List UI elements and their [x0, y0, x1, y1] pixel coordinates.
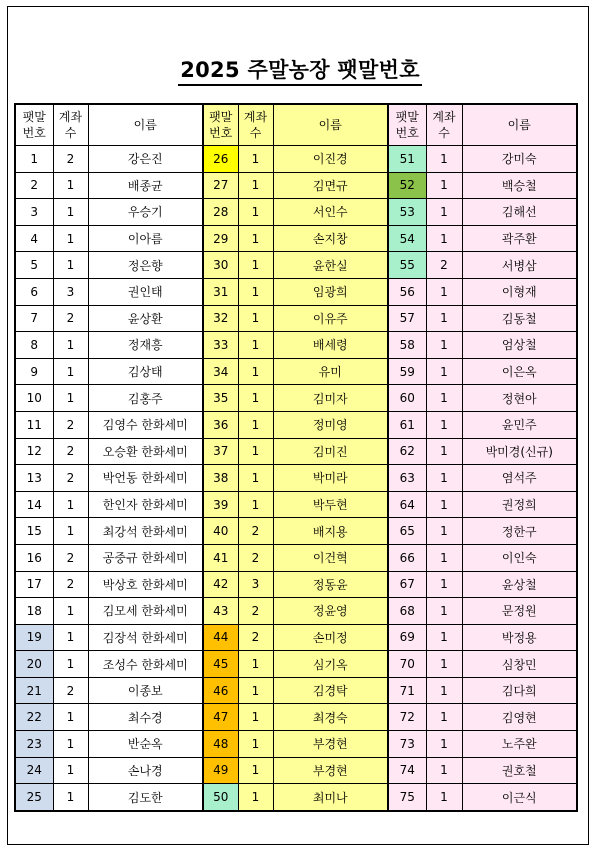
- plot-number-cell: 34: [203, 358, 238, 385]
- plot-number-cell: 39: [203, 491, 238, 518]
- name-cell: 곽주환: [462, 225, 577, 252]
- table-row: [15, 757, 577, 784]
- account-count-cell: 2: [53, 438, 88, 465]
- table-row: [15, 305, 577, 332]
- account-count-cell: 1: [53, 624, 88, 651]
- account-count-cell: 1: [426, 677, 462, 704]
- header-num-label: 번호: [22, 126, 46, 140]
- name-cell: 김장석 한화세미: [88, 624, 203, 651]
- table-row: [15, 199, 577, 226]
- account-count-cell: 1: [426, 411, 462, 438]
- title-text: 2025 주말농장 팻말번호: [178, 57, 422, 86]
- name-cell: 김홍주: [88, 385, 203, 412]
- plot-number-cell: 11: [15, 411, 53, 438]
- name-cell: 유미: [273, 358, 388, 385]
- account-count-cell: 1: [238, 491, 273, 518]
- name-cell: 김상태: [88, 358, 203, 385]
- plot-number-cell: 37: [203, 438, 238, 465]
- name-cell: 윤상철: [462, 571, 577, 598]
- table-row: [15, 252, 577, 279]
- plot-number-cell: 36: [203, 411, 238, 438]
- account-count-cell: 1: [53, 332, 88, 359]
- name-cell: 강은진: [88, 146, 203, 173]
- account-count-cell: 2: [53, 146, 88, 173]
- plot-number-cell: 19: [15, 624, 53, 651]
- account-count-cell: 1: [238, 731, 273, 758]
- account-count-cell: 1: [53, 225, 88, 252]
- name-cell: 백승철: [462, 172, 577, 199]
- plot-number-cell: 62: [388, 438, 426, 465]
- account-count-cell: 1: [53, 784, 88, 811]
- plot-number-cell: 26: [203, 146, 238, 173]
- account-count-cell: 1: [426, 544, 462, 571]
- account-count-cell: 1: [426, 225, 462, 252]
- plot-number-cell: 75: [388, 784, 426, 811]
- name-cell: 오승환 한화세미: [88, 438, 203, 465]
- name-cell: 정재흥: [88, 332, 203, 359]
- name-cell: 윤한실: [273, 252, 388, 279]
- name-cell: 이은옥: [462, 358, 577, 385]
- account-count-cell: 1: [426, 704, 462, 731]
- account-count-cell: 1: [426, 305, 462, 332]
- account-count-cell: 1: [426, 757, 462, 784]
- plot-number-cell: 48: [203, 731, 238, 758]
- plot-number-cell: 50: [203, 784, 238, 811]
- account-count-cell: 1: [238, 358, 273, 385]
- header-name-3: 이름: [462, 104, 577, 146]
- name-cell: 박상호 한화세미: [88, 571, 203, 598]
- name-cell: 김도한: [88, 784, 203, 811]
- plot-number-table: [14, 103, 578, 812]
- plot-number-cell: 16: [15, 544, 53, 571]
- plot-number-cell: 2: [15, 172, 53, 199]
- account-count-cell: 1: [426, 518, 462, 545]
- header-name-1: 이름: [88, 104, 203, 146]
- plot-number-cell: 68: [388, 598, 426, 625]
- header-num-label: 번호: [209, 126, 233, 140]
- account-count-cell: 1: [238, 411, 273, 438]
- header-acct-label: 수: [438, 126, 450, 140]
- header-num-3: [388, 104, 426, 146]
- name-cell: 정동윤: [273, 571, 388, 598]
- table-row: [15, 465, 577, 492]
- plot-number-cell: 6: [15, 278, 53, 305]
- account-count-cell: 2: [238, 624, 273, 651]
- account-count-cell: 1: [426, 385, 462, 412]
- name-cell: 김모세 한화세미: [88, 598, 203, 625]
- account-count-cell: 1: [238, 465, 273, 492]
- account-count-cell: 2: [53, 305, 88, 332]
- account-count-cell: 1: [238, 784, 273, 811]
- account-count-cell: 1: [53, 199, 88, 226]
- header-num-1: [15, 104, 53, 146]
- name-cell: 정한구: [462, 518, 577, 545]
- name-cell: 노주완: [462, 731, 577, 758]
- table-row: [15, 677, 577, 704]
- name-cell: 배지용: [273, 518, 388, 545]
- plot-number-cell: 59: [388, 358, 426, 385]
- plot-number-cell: 29: [203, 225, 238, 252]
- plot-number-cell: 20: [15, 651, 53, 678]
- account-count-cell: 1: [53, 757, 88, 784]
- plot-number-cell: 27: [203, 172, 238, 199]
- plot-number-cell: 54: [388, 225, 426, 252]
- account-count-cell: 1: [53, 651, 88, 678]
- account-count-cell: 1: [426, 731, 462, 758]
- header-acct-3: [426, 104, 462, 146]
- plot-number-cell: 21: [15, 677, 53, 704]
- name-cell: 반순옥: [88, 731, 203, 758]
- account-count-cell: 1: [53, 598, 88, 625]
- table-row: [15, 624, 577, 651]
- plot-number-cell: 24: [15, 757, 53, 784]
- plot-number-cell: 30: [203, 252, 238, 279]
- table-row: [15, 146, 577, 173]
- header-num-label: 번호: [395, 126, 419, 140]
- account-count-cell: 1: [426, 624, 462, 651]
- name-cell: 권정희: [462, 491, 577, 518]
- name-cell: 김경탁: [273, 677, 388, 704]
- table-row: [15, 704, 577, 731]
- plot-number-cell: 72: [388, 704, 426, 731]
- table-row: [15, 278, 577, 305]
- header-name-2: 이름: [273, 104, 388, 146]
- account-count-cell: 1: [238, 385, 273, 412]
- name-cell: 박미라: [273, 465, 388, 492]
- name-cell: 부경현: [273, 731, 388, 758]
- plot-number-cell: 58: [388, 332, 426, 359]
- account-count-cell: 1: [426, 172, 462, 199]
- name-cell: 문정원: [462, 598, 577, 625]
- table-row: [15, 784, 577, 811]
- plot-number-cell: 56: [388, 278, 426, 305]
- account-count-cell: 1: [426, 438, 462, 465]
- plot-number-cell: 33: [203, 332, 238, 359]
- header-acct-label: 계좌: [243, 110, 268, 124]
- name-cell: 손지창: [273, 225, 388, 252]
- plot-number-cell: 45: [203, 651, 238, 678]
- name-cell: 김동철: [462, 305, 577, 332]
- plot-number-cell: 73: [388, 731, 426, 758]
- account-count-cell: 1: [53, 704, 88, 731]
- name-cell: 심기옥: [273, 651, 388, 678]
- account-count-cell: 1: [238, 651, 273, 678]
- plot-number-cell: 70: [388, 651, 426, 678]
- header-row: [15, 104, 577, 146]
- account-count-cell: 1: [238, 332, 273, 359]
- name-cell: 공중규 한화세미: [88, 544, 203, 571]
- account-count-cell: 3: [238, 571, 273, 598]
- account-count-cell: 1: [53, 358, 88, 385]
- name-cell: 김다희: [462, 677, 577, 704]
- name-cell: 염석주: [462, 465, 577, 492]
- header-num-2: [203, 104, 238, 146]
- account-count-cell: 1: [426, 358, 462, 385]
- name-cell: 최수경: [88, 704, 203, 731]
- name-cell: 이건혁: [273, 544, 388, 571]
- header-acct-label: 수: [249, 126, 262, 140]
- plot-number-cell: 35: [203, 385, 238, 412]
- account-count-cell: 2: [53, 544, 88, 571]
- account-count-cell: 1: [426, 332, 462, 359]
- plot-number-cell: 44: [203, 624, 238, 651]
- plot-number-cell: 42: [203, 571, 238, 598]
- plot-number-cell: 64: [388, 491, 426, 518]
- account-count-cell: 1: [53, 731, 88, 758]
- plot-number-cell: 14: [15, 491, 53, 518]
- account-count-cell: 2: [238, 518, 273, 545]
- plot-number-cell: 43: [203, 598, 238, 625]
- name-cell: 강미숙: [462, 146, 577, 173]
- name-cell: 손나경: [88, 757, 203, 784]
- table-row: [15, 332, 577, 359]
- document-title: [0, 57, 600, 86]
- table-row: [15, 358, 577, 385]
- plot-number-cell: 22: [15, 704, 53, 731]
- account-count-cell: 1: [238, 146, 273, 173]
- account-count-cell: 2: [53, 571, 88, 598]
- plot-number-cell: 23: [15, 731, 53, 758]
- plot-number-cell: 9: [15, 358, 53, 385]
- name-cell: 이종보: [88, 677, 203, 704]
- plot-number-cell: 57: [388, 305, 426, 332]
- name-cell: 정은향: [88, 252, 203, 279]
- plot-number-cell: 74: [388, 757, 426, 784]
- account-count-cell: 1: [238, 252, 273, 279]
- name-cell: 배종균: [88, 172, 203, 199]
- name-cell: 최경숙: [273, 704, 388, 731]
- name-cell: 윤상환: [88, 305, 203, 332]
- plot-number-cell: 4: [15, 225, 53, 252]
- plot-number-cell: 3: [15, 199, 53, 226]
- plot-number-cell: 66: [388, 544, 426, 571]
- name-cell: 박미경(신규): [462, 438, 577, 465]
- name-cell: 최미나: [273, 784, 388, 811]
- account-count-cell: 1: [238, 225, 273, 252]
- plot-number-cell: 38: [203, 465, 238, 492]
- header-acct-label: 수: [64, 126, 77, 140]
- table-row: [15, 491, 577, 518]
- header-acct-label: 계좌: [58, 110, 83, 124]
- account-count-cell: 1: [53, 491, 88, 518]
- plot-number-cell: 7: [15, 305, 53, 332]
- name-cell: 이인숙: [462, 544, 577, 571]
- name-cell: 서병삼: [462, 252, 577, 279]
- account-count-cell: 1: [426, 598, 462, 625]
- account-count-cell: 3: [53, 278, 88, 305]
- header-num-label: 팻말: [22, 110, 46, 124]
- name-cell: 엄상철: [462, 332, 577, 359]
- name-cell: 정미영: [273, 411, 388, 438]
- header-acct-1: [53, 104, 88, 146]
- account-count-cell: 1: [426, 651, 462, 678]
- name-cell: 최강석 한화세미: [88, 518, 203, 545]
- plot-number-cell: 53: [388, 199, 426, 226]
- name-cell: 우승기: [88, 199, 203, 226]
- plot-number-cell: 31: [203, 278, 238, 305]
- plot-number-cell: 12: [15, 438, 53, 465]
- plot-number-cell: 17: [15, 571, 53, 598]
- table-row: [15, 172, 577, 199]
- account-count-cell: 2: [53, 411, 88, 438]
- account-count-cell: 1: [238, 305, 273, 332]
- plot-number-cell: 32: [203, 305, 238, 332]
- name-cell: 정현아: [462, 385, 577, 412]
- name-cell: 김면규: [273, 172, 388, 199]
- table-row: [15, 651, 577, 678]
- name-cell: 박정용: [462, 624, 577, 651]
- plot-number-cell: 13: [15, 465, 53, 492]
- name-cell: 조성수 한화세미: [88, 651, 203, 678]
- name-cell: 서인수: [273, 199, 388, 226]
- table-row: [15, 225, 577, 252]
- plot-number-cell: 1: [15, 146, 53, 173]
- plot-number-cell: 52: [388, 172, 426, 199]
- account-count-cell: 1: [53, 172, 88, 199]
- plot-number-cell: 47: [203, 704, 238, 731]
- name-cell: 한인자 한화세미: [88, 491, 203, 518]
- account-count-cell: 2: [238, 598, 273, 625]
- name-cell: 윤민주: [462, 411, 577, 438]
- name-cell: 부경현: [273, 757, 388, 784]
- name-cell: 임광희: [273, 278, 388, 305]
- table-row: [15, 544, 577, 571]
- plot-number-cell: 40: [203, 518, 238, 545]
- account-count-cell: 1: [426, 199, 462, 226]
- table-row: [15, 518, 577, 545]
- plot-number-cell: 10: [15, 385, 53, 412]
- account-count-cell: 2: [238, 544, 273, 571]
- header-acct-2: [238, 104, 273, 146]
- name-cell: 박두현: [273, 491, 388, 518]
- name-cell: 이근식: [462, 784, 577, 811]
- name-cell: 이아름: [88, 225, 203, 252]
- account-count-cell: 1: [426, 278, 462, 305]
- account-count-cell: 1: [238, 172, 273, 199]
- name-cell: 권인태: [88, 278, 203, 305]
- name-cell: 심창민: [462, 651, 577, 678]
- name-cell: 권호철: [462, 757, 577, 784]
- name-cell: 이형재: [462, 278, 577, 305]
- plot-number-cell: 25: [15, 784, 53, 811]
- name-cell: 김영현: [462, 704, 577, 731]
- name-cell: 김영수 한화세미: [88, 411, 203, 438]
- account-count-cell: 1: [53, 385, 88, 412]
- name-cell: 손미정: [273, 624, 388, 651]
- plot-number-cell: 41: [203, 544, 238, 571]
- header-acct-label: 계좌: [432, 110, 456, 124]
- account-count-cell: 2: [53, 465, 88, 492]
- account-count-cell: 1: [426, 491, 462, 518]
- header-num-label: 팻말: [209, 110, 233, 124]
- name-cell: 김미자: [273, 385, 388, 412]
- plot-number-cell: 65: [388, 518, 426, 545]
- plot-number-cell: 60: [388, 385, 426, 412]
- plot-number-cell: 8: [15, 332, 53, 359]
- name-cell: 김미진: [273, 438, 388, 465]
- account-count-cell: 1: [238, 278, 273, 305]
- account-count-cell: 1: [238, 704, 273, 731]
- account-count-cell: 2: [53, 677, 88, 704]
- name-cell: 김해선: [462, 199, 577, 226]
- plot-number-cell: 63: [388, 465, 426, 492]
- plot-number-cell: 18: [15, 598, 53, 625]
- account-count-cell: 1: [53, 252, 88, 279]
- plot-number-cell: 67: [388, 571, 426, 598]
- name-cell: 정윤영: [273, 598, 388, 625]
- name-cell: 배세령: [273, 332, 388, 359]
- name-cell: 박언동 한화세미: [88, 465, 203, 492]
- plot-number-cell: 69: [388, 624, 426, 651]
- account-count-cell: 1: [426, 465, 462, 492]
- plot-number-cell: 49: [203, 757, 238, 784]
- account-count-cell: 1: [53, 518, 88, 545]
- account-count-cell: 1: [238, 677, 273, 704]
- table-row: [15, 438, 577, 465]
- plot-number-cell: 15: [15, 518, 53, 545]
- plot-number-cell: 61: [388, 411, 426, 438]
- account-count-cell: 1: [238, 199, 273, 226]
- account-count-cell: 1: [426, 146, 462, 173]
- table-row: [15, 385, 577, 412]
- account-count-cell: 1: [426, 784, 462, 811]
- account-count-cell: 1: [426, 571, 462, 598]
- table-row: [15, 731, 577, 758]
- account-count-cell: 2: [426, 252, 462, 279]
- plot-number-cell: 71: [388, 677, 426, 704]
- table-row: [15, 411, 577, 438]
- table-row: [15, 571, 577, 598]
- account-count-cell: 1: [238, 757, 273, 784]
- plot-number-cell: 51: [388, 146, 426, 173]
- plot-number-cell: 5: [15, 252, 53, 279]
- account-count-cell: 1: [238, 438, 273, 465]
- plot-number-cell: 28: [203, 199, 238, 226]
- plot-number-cell: 46: [203, 677, 238, 704]
- table-row: [15, 598, 577, 625]
- plot-number-cell: 55: [388, 252, 426, 279]
- name-cell: 이진경: [273, 146, 388, 173]
- name-cell: 이유주: [273, 305, 388, 332]
- header-num-label: 팻말: [395, 110, 419, 124]
